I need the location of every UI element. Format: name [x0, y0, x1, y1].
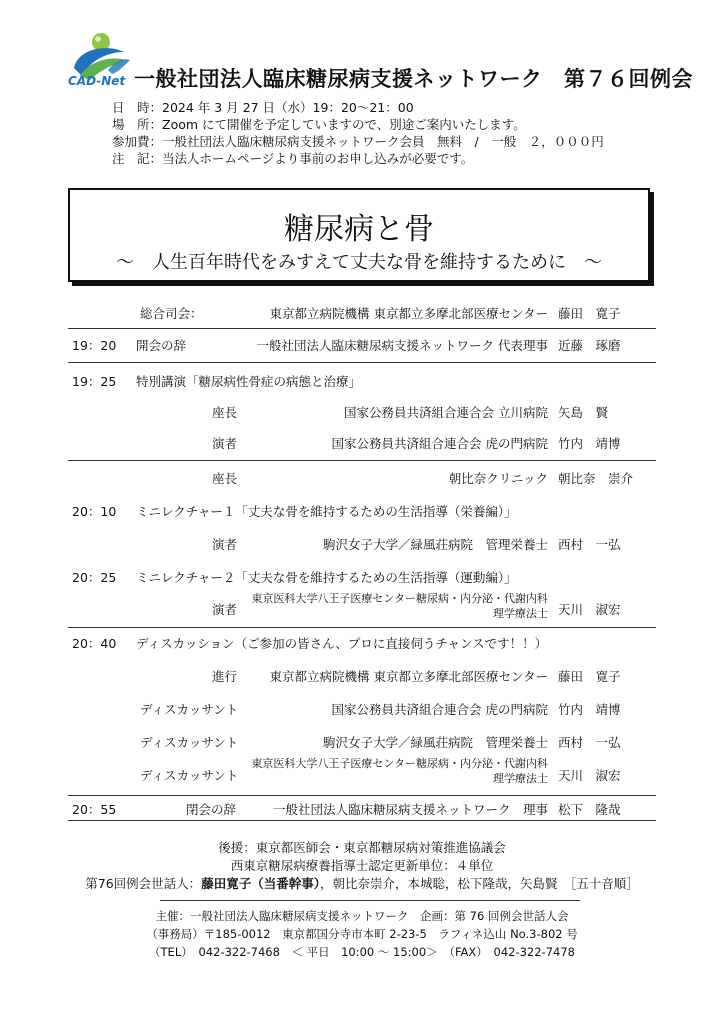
mini2-time: 20：25 — [72, 570, 117, 585]
logo-text: CAD-Net — [68, 74, 126, 88]
moderator-name: 藤田 寛子 — [558, 306, 621, 321]
footer-contact: （TEL） 042-322-7468 ＜ 平日 10:00 〜 15:00＞ （FAX） 042-322-7478 — [149, 945, 575, 959]
closing-name: 松下 隆哉 — [558, 802, 621, 817]
footer-host: 主催：一般社団法人臨床糖尿病支援ネットワーク 企画：第 76 回例会世話人会 — [155, 909, 569, 923]
info-place: 場 所：Zoom にて開催を予定していますので、別途ご案内いたします。 — [112, 117, 526, 132]
discussant3-affiliation: 東京医科大学八王子医療センター糖尿病・内分泌・代謝内科 — [251, 757, 548, 770]
discussant3-title: 理学療法士 — [493, 772, 548, 785]
divider — [160, 900, 580, 901]
lecture-speaker-affiliation: 国家公務員共済組合連合会 虎の門病院 — [331, 436, 548, 451]
main-title: 糖尿病と骨 — [284, 212, 434, 247]
mini2-speaker-affiliation: 東京医科大学八王子医療センター糖尿病・内分泌・代謝内科 — [251, 592, 548, 605]
cad-net-logo — [68, 30, 132, 92]
moderator-affiliation: 東京都立病院機構 東京都立多摩北部医療センター — [269, 306, 548, 321]
opening-name: 近藤 琢磨 — [558, 338, 621, 353]
sub-title: 〜 人生百年時代をみすえて丈夫な骨を維持するために 〜 — [116, 252, 602, 273]
organizers-lead: 藤田寛子（当番幹事） — [201, 876, 320, 891]
discussant1-name: 竹内 靖博 — [558, 702, 621, 717]
mini-chair-name: 朝比奈 崇介 — [558, 471, 634, 486]
footer-address: （事務局）〒185-0012 東京都国分寺市本町 2-23-5 ラフィネ込山 No.3-802 号 — [146, 927, 578, 941]
mini1-speaker-name: 西村 一弘 — [558, 537, 621, 552]
lecture-chair-label: 座長 — [212, 405, 238, 420]
lecture-speaker-name: 竹内 靖博 — [558, 436, 621, 451]
support-line: 後援：東京都医師会・東京都糖尿病対策推進協議会 — [218, 840, 506, 855]
lecture-title: 特別講演「糖尿病性骨症の病態と治療」 — [136, 374, 362, 389]
closing-time: 20：55 — [72, 802, 117, 817]
discussant1-affiliation: 国家公務員共済組合連合会 虎の門病院 — [331, 702, 548, 717]
discussant-label: ディスカッサント — [140, 702, 239, 717]
mini-chair-affiliation: 朝比奈クリニック — [448, 471, 548, 486]
discussion-time: 20：40 — [72, 636, 117, 651]
lecture-chair-affiliation: 国家公務員共済組合連合会 立川病院 — [344, 405, 548, 420]
mini2-speaker-title: 理学療法士 — [493, 607, 548, 620]
divider — [68, 795, 656, 796]
opening-time: 19：20 — [72, 338, 117, 353]
info-date: 日 時：2024 年 3 月 27 日（水）19：20〜21：00 — [112, 100, 414, 115]
mini2-title: ミニレクチャー２「丈夫な骨を維持するための生活指導（運動編）」 — [136, 570, 517, 585]
discussant-label: ディスカッサント — [140, 768, 239, 783]
lecture-time: 19：25 — [72, 374, 117, 389]
org-title: 一般社団法人臨床糖尿病支援ネットワーク 第７６回例会 — [134, 67, 693, 91]
info-note: 注 記：当法人ホームページより事前のお申し込みが必要です。 — [112, 151, 474, 166]
mini2-speaker-label: 演者 — [212, 602, 238, 617]
organizers-prefix: 第76回例会世話人： — [85, 876, 202, 891]
discussant-label: ディスカッサント — [140, 735, 239, 750]
info-fee: 参加費：一般社団法人臨床糖尿病支援ネットワーク会員 無料 / 一般 ２，０００円 — [112, 134, 604, 149]
mini1-speaker-label: 演者 — [212, 537, 238, 552]
discussion-facilitator-label: 進行 — [212, 669, 238, 684]
discussion-facilitator-name: 藤田 寛子 — [558, 669, 621, 684]
lecture-chair-name: 矢島 賢 — [558, 405, 609, 420]
closing-affiliation: 一般社団法人臨床糖尿病支援ネットワーク 理事 — [272, 802, 548, 817]
title-box — [68, 188, 650, 282]
discussant2-name: 西村 一弘 — [558, 735, 621, 750]
discussant2-affiliation: 駒沢女子大学／緑風荘病院 管理栄養士 — [322, 735, 548, 750]
mini1-title: ミニレクチャー１「丈夫な骨を維持するための生活指導（栄養編）」 — [136, 504, 517, 519]
divider — [68, 820, 656, 821]
divider — [68, 328, 656, 329]
discussion-facilitator-affiliation: 東京都立病院機構 東京都立多摩北部医療センター — [269, 669, 548, 684]
mini1-speaker-affiliation: 駒沢女子大学／緑風荘病院 管理栄養士 — [322, 537, 548, 552]
organizers-rest: ，朝比奈崇介，本城聡，松下隆哉，矢島賢 ［五十音順］ — [319, 876, 639, 891]
divider — [68, 460, 656, 461]
opening-label: 開会の辞 — [136, 338, 187, 353]
mini1-time: 20：10 — [72, 504, 117, 519]
divider — [68, 627, 656, 628]
divider — [68, 362, 656, 363]
discussant3-name: 天川 淑宏 — [558, 768, 621, 783]
organizers-line — [0, 874, 724, 892]
discussion-title: ディスカッション（ご参加の皆さん、プロに直接伺うチャンスです！！） — [136, 636, 548, 651]
credit-line: 西東京糖尿病療養指導士認定更新単位：４単位 — [230, 858, 494, 873]
opening-affiliation: 一般社団法人臨床糖尿病支援ネットワーク 代表理事 — [256, 338, 548, 353]
closing-label: 閉会の辞 — [186, 802, 237, 817]
mini-chair-label: 座長 — [212, 471, 238, 486]
moderator-label: 総合司会： — [140, 306, 203, 321]
lecture-speaker-label: 演者 — [212, 436, 238, 451]
mini2-speaker-name: 天川 淑宏 — [558, 602, 621, 617]
